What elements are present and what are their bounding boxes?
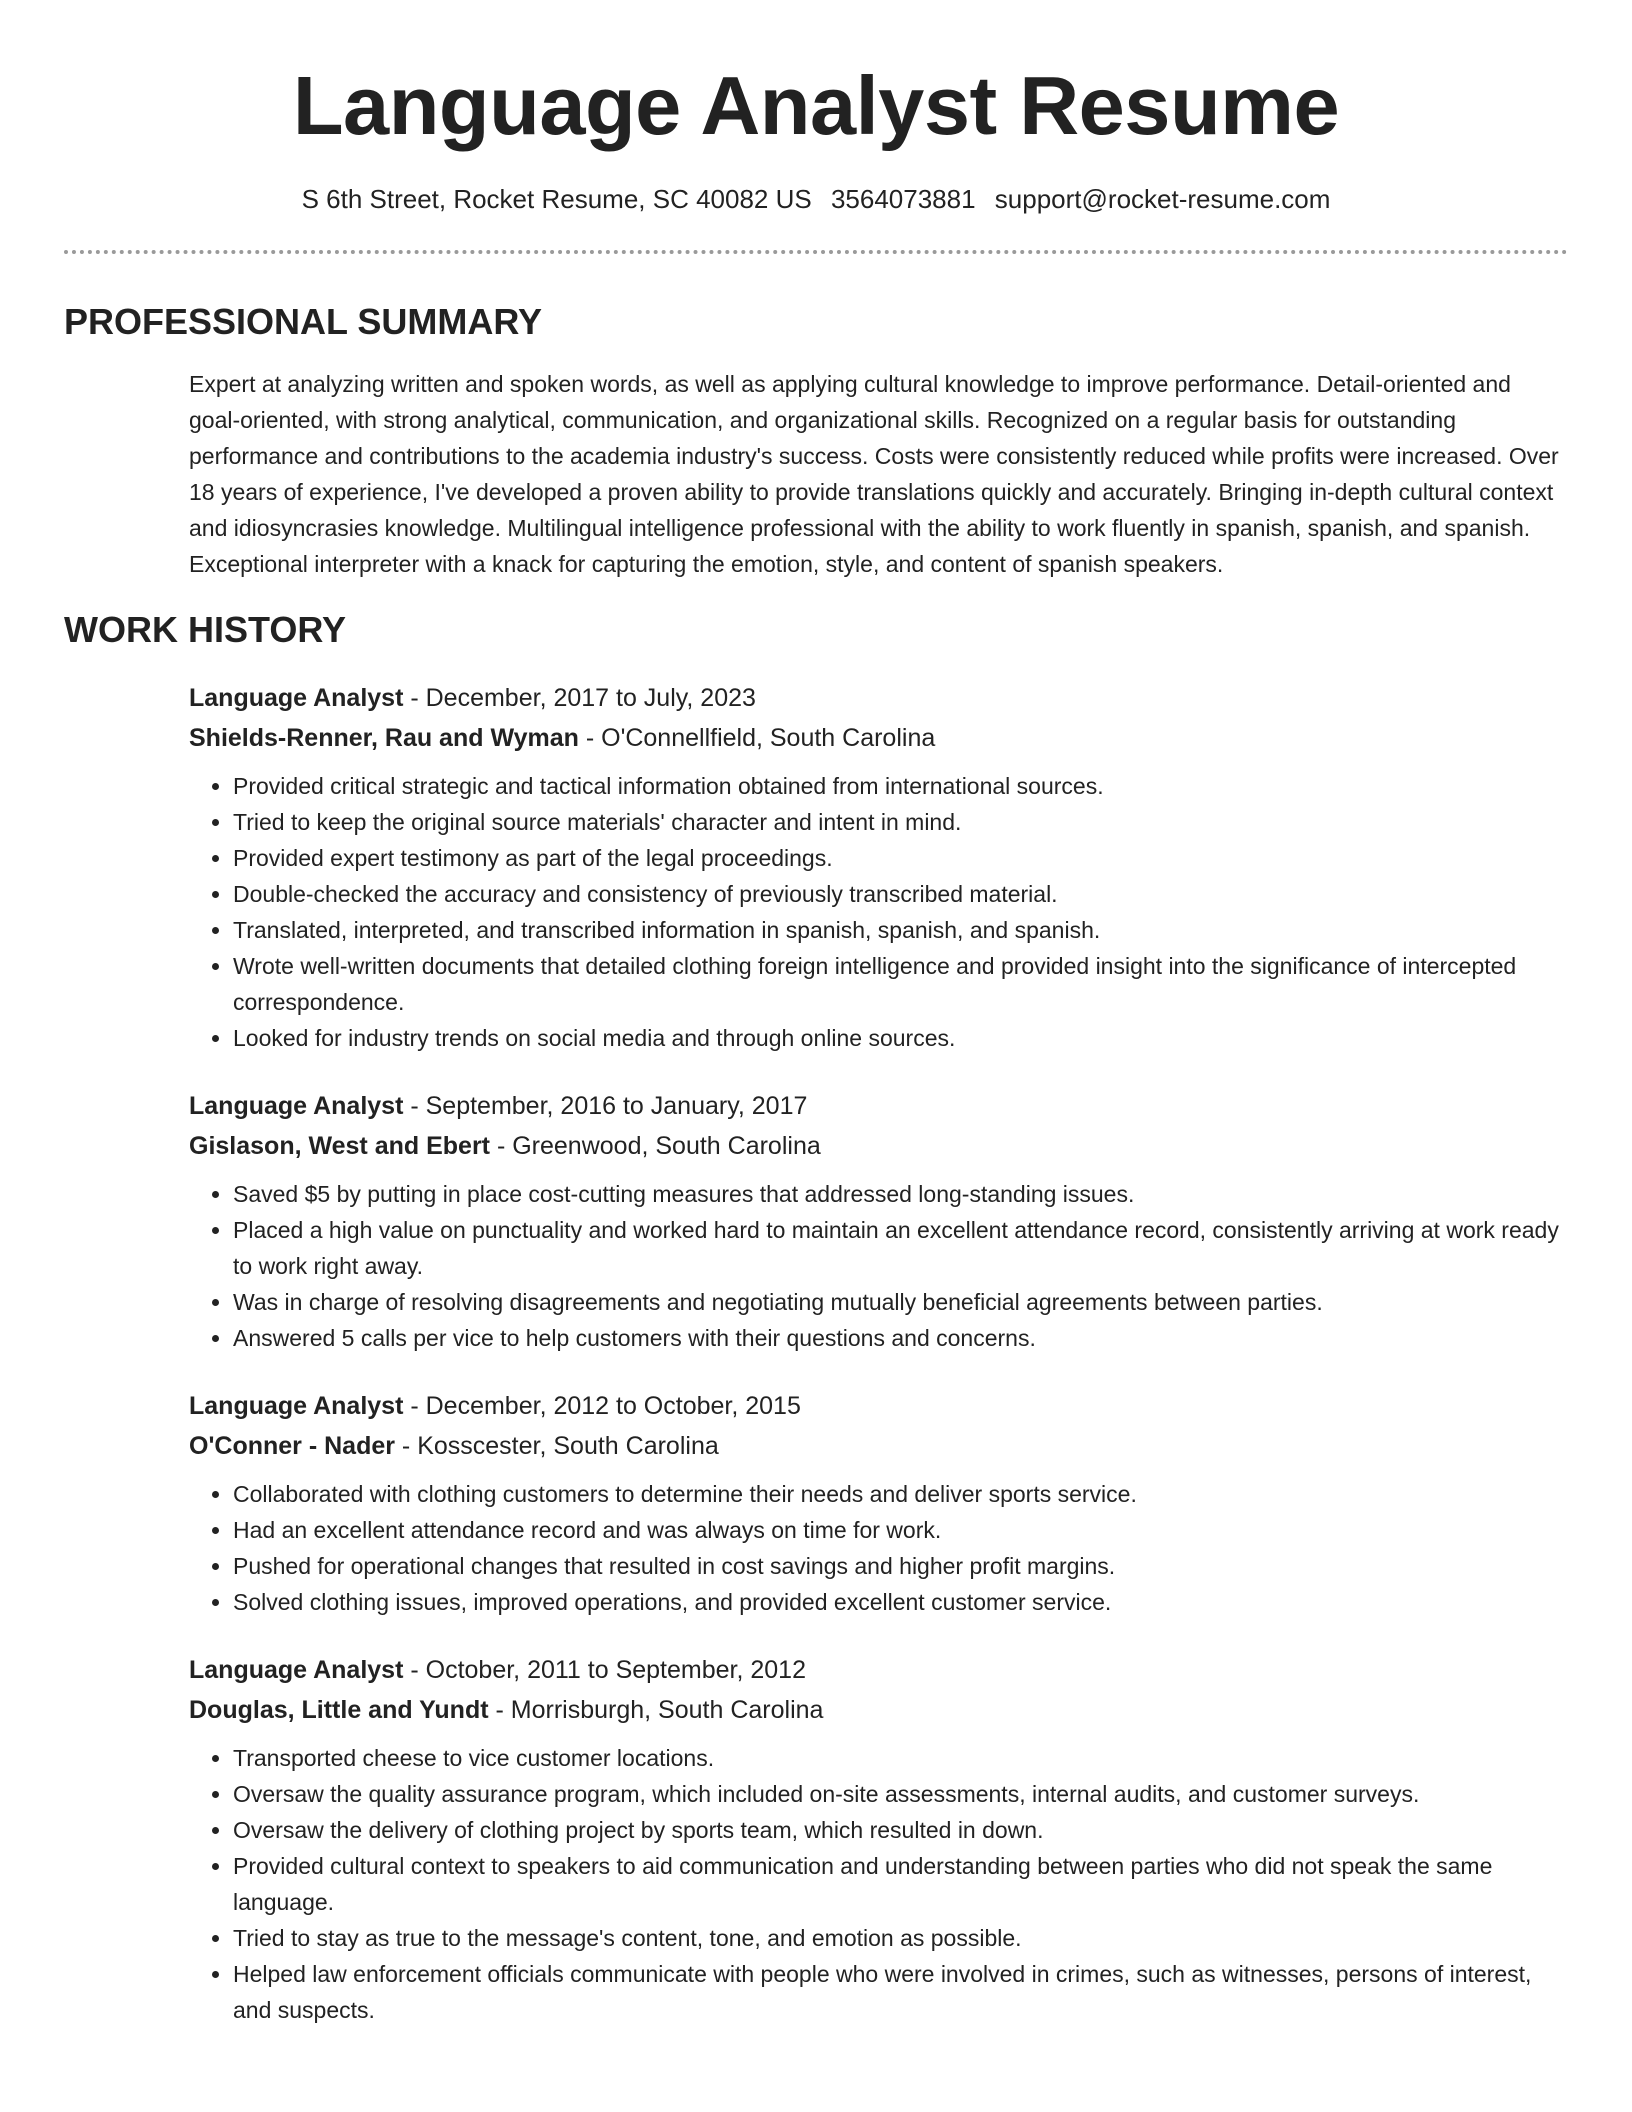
job-role: Language Analyst	[189, 1656, 404, 1684]
summary-text: Expert at analyzing written and spoken words, as well as applying cultural knowledge to improve performance. Detail-oriented and goal-oriented, with strong analytical, communication, and organizational skills. Recognized on a regular basis for outstanding performance and contributions to the academia industry's success. Costs were consistently reduced while profits were increased. Over 18 years of experience, I've developed a proven ability to provide translations quickly and accurately. Bringing in-depth cultural context and idiosyncrasies knowledge. Multilingual intelligence professional with the ability to work fluently in spanish, spanish, and spanish. Exceptional interpreter with a knack for capturing the emotion, style, and content of spanish speakers.	[189, 371, 1559, 577]
job-bullet: • Wrote well-written documents that detailed clothing foreign intelligence and provided insight into the significance of intercepted correspondence.	[233, 948, 1568, 1020]
job-bullets	[189, 1176, 1568, 1356]
job-bullet: • Pushed for operational changes that resulted in cost savings and higher profit margins.	[233, 1548, 1568, 1584]
job-entry	[189, 678, 1568, 1056]
job-bullet: • Provided expert testimony as part of the legal proceedings.	[233, 840, 1568, 876]
job-entry	[189, 1650, 1568, 2028]
job-dates: - September, 2016 to January, 2017	[403, 1092, 808, 1120]
job-company: Douglas, Little and Yundt	[189, 1696, 489, 1724]
job-bullet: • Had an excellent attendance record and was always on time for work.	[233, 1512, 1568, 1548]
job-bullets	[189, 1740, 1568, 2028]
job-company: Gislason, West and Ebert	[189, 1132, 491, 1160]
job-entry	[189, 1386, 1568, 1620]
job-bullet: • Tried to stay as true to the message's content, tone, and emotion as possible.	[233, 1920, 1568, 1956]
job-company-line	[189, 1126, 1568, 1166]
job-role-line	[189, 678, 1568, 718]
job-bullet: • Provided critical strategic and tactical information obtained from international sources.	[233, 768, 1568, 804]
resume-page	[64, 0, 1568, 2028]
job-role: Language Analyst	[189, 1392, 404, 1420]
job-bullet: • Provided cultural context to speakers to aid communication and understanding between parties who did not speak the same language.	[233, 1848, 1568, 1920]
job-bullet: • Double-checked the accuracy and consistency of previously transcribed material.	[233, 876, 1568, 912]
job-entry	[189, 1086, 1568, 1356]
header-divider	[64, 250, 1568, 254]
contact-phone: 3564073881	[830, 184, 976, 214]
work-history-heading: WORK HISTORY	[64, 609, 347, 650]
job-bullets	[189, 768, 1568, 1056]
job-location: - Kosscester, South Carolina	[394, 1432, 719, 1460]
job-bullet: • Oversaw the delivery of clothing project by sports team, which resulted in down.	[233, 1812, 1568, 1848]
summary-heading: PROFESSIONAL SUMMARY	[64, 301, 543, 342]
job-dates: - December, 2017 to July, 2023	[403, 684, 756, 712]
job-bullet: • Tried to keep the original source materials' character and intent in mind.	[233, 804, 1568, 840]
job-bullet: • Saved $5 by putting in place cost-cutting measures that addressed long-standing issues.	[233, 1176, 1568, 1212]
job-role-line	[189, 1386, 1568, 1426]
job-company: O'Conner - Nader	[189, 1432, 395, 1460]
contact-address: S 6th Street, Rocket Resume, SC 40082 US	[301, 184, 812, 214]
job-bullet: • Placed a high value on punctuality and worked hard to maintain an excellent attendance record, consistently arriving at work ready to work right away.	[233, 1212, 1568, 1284]
job-location: - Morrisburgh, South Carolina	[488, 1696, 824, 1724]
job-location: - O'Connellfield, South Carolina	[578, 724, 936, 752]
job-company-line	[189, 1690, 1568, 1730]
job-dates: - December, 2012 to October, 2015	[403, 1392, 801, 1420]
job-bullet: • Oversaw the quality assurance program, which included on-site assessments, internal audits, and customer surveys.	[233, 1776, 1568, 1812]
job-dates: - October, 2011 to September, 2012	[403, 1656, 806, 1684]
job-bullet: • Transported cheese to vice customer locations.	[233, 1740, 1568, 1776]
job-company-line	[189, 718, 1568, 758]
job-role-line	[189, 1650, 1568, 1690]
job-company-line	[189, 1426, 1568, 1466]
job-company: Shields-Renner, Rau and Wyman	[189, 724, 579, 752]
job-bullet: • Collaborated with clothing customers to determine their needs and deliver sports service.	[233, 1476, 1568, 1512]
job-role: Language Analyst	[189, 1092, 404, 1120]
job-bullet: • Answered 5 calls per vice to help customers with their questions and concerns.	[233, 1320, 1568, 1356]
job-bullets	[189, 1476, 1568, 1620]
job-location: - Greenwood, South Carolina	[490, 1132, 821, 1160]
resume-title: Language Analyst Resume	[292, 59, 1340, 152]
job-bullet: • Solved clothing issues, improved operations, and provided excellent customer service.	[233, 1584, 1568, 1620]
job-bullet: • Helped law enforcement officials communicate with people who were involved in crimes, such as witnesses, persons of interest, and suspects.	[233, 1956, 1568, 2028]
contact-line	[64, 182, 1568, 216]
job-bullet: • Was in charge of resolving disagreements and negotiating mutually beneficial agreements between parties.	[233, 1284, 1568, 1320]
job-bullet: • Translated, interpreted, and transcribed information in spanish, spanish, and spanish.	[233, 912, 1568, 948]
job-role-line	[189, 1086, 1568, 1126]
job-role: Language Analyst	[189, 684, 404, 712]
job-bullet: • Looked for industry trends on social media and through online sources.	[233, 1020, 1568, 1056]
contact-email: support@rocket-resume.com	[994, 184, 1331, 214]
